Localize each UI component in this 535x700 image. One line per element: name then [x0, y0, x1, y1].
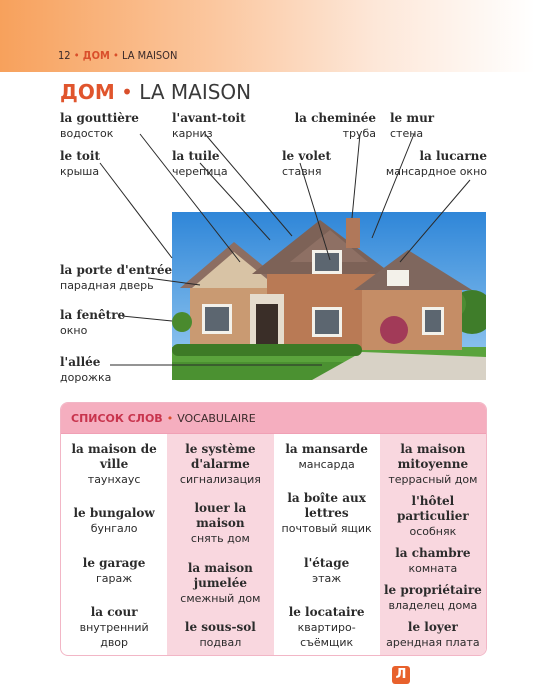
- label-shutter: le volet ставня: [282, 149, 332, 178]
- page-title-ru: ДОМ: [60, 80, 115, 104]
- vocab-item: la mansarde мансарда: [285, 442, 368, 471]
- vocab-item: le locataire квартиро-съёмщик: [288, 604, 365, 649]
- vocab-column-4: [380, 434, 486, 656]
- vocab-item: le sous-sol подвал: [184, 619, 256, 649]
- label-roof: le toit крыша: [60, 149, 101, 178]
- vocab-item: le garage гараж: [82, 555, 146, 585]
- page-title-fr: LA MAISON: [139, 80, 252, 104]
- page-title: ДОМ • LA MAISON: [60, 80, 252, 104]
- vocab-item: la cour внутренний двор: [79, 604, 149, 649]
- vocabulary-header-ru: СПИСОК СЛОВ: [71, 411, 163, 425]
- vocab-item: la boîte aux lettres почтовый ящик: [281, 491, 372, 536]
- label-window: la fenêtre окно: [60, 308, 126, 337]
- vocab-item: la maison de ville таунхаус: [71, 442, 157, 486]
- vocab-item: la chambre комната: [395, 546, 471, 575]
- label-tile: la tuile черепица: [172, 149, 228, 178]
- vocabulary-header: СПИСОК СЛОВ • VOCABULAIRE: [61, 403, 486, 434]
- vocab-item: le propriétaire владелец дома: [383, 583, 482, 612]
- vocab-column-3: [274, 434, 380, 656]
- vocab-item: louer la maison снять дом: [190, 501, 250, 546]
- vocabulary-box: [60, 402, 487, 656]
- vocab-item: le loyer арендная плата: [386, 620, 480, 649]
- label-gutter: la gouttière водосток: [60, 111, 139, 140]
- vocab-item: la maison mitoyenne террасный дом: [388, 442, 478, 486]
- vocab-column-1: [61, 434, 167, 656]
- vocab-item: la maison jumelée смежный дом: [180, 560, 261, 605]
- label-dormer: la lucarne мансардное окно: [385, 149, 487, 178]
- vocab-item: le bungalow бунгало: [73, 506, 155, 536]
- vocab-item: l'étage этаж: [304, 555, 350, 585]
- label-driveway: l'allée дорожка: [60, 355, 112, 384]
- running-head-fr: LA MAISON: [121, 49, 178, 62]
- house-photo: [172, 212, 486, 380]
- label-front-door: la porte d'entrée парадная дверь: [60, 263, 173, 292]
- label-wall: le mur стена: [390, 111, 435, 140]
- page-number: 12: [58, 49, 71, 62]
- label-eaves: l'avant-toit карниз: [172, 111, 246, 140]
- vocab-item: l'hôtel particulier особняк: [397, 494, 469, 538]
- vocab-column-2: [167, 434, 273, 656]
- label-chimney: la cheminée труба: [294, 111, 376, 140]
- publisher-logo-icon: Л: [392, 666, 410, 684]
- running-head: 12 • ДОМ • LA MAISON: [58, 49, 178, 62]
- vocab-item: le système d'alarme сигнализация: [179, 442, 261, 486]
- running-head-ru: ДОМ: [82, 49, 110, 62]
- vocabulary-header-fr: VOCABULAIRE: [177, 411, 256, 425]
